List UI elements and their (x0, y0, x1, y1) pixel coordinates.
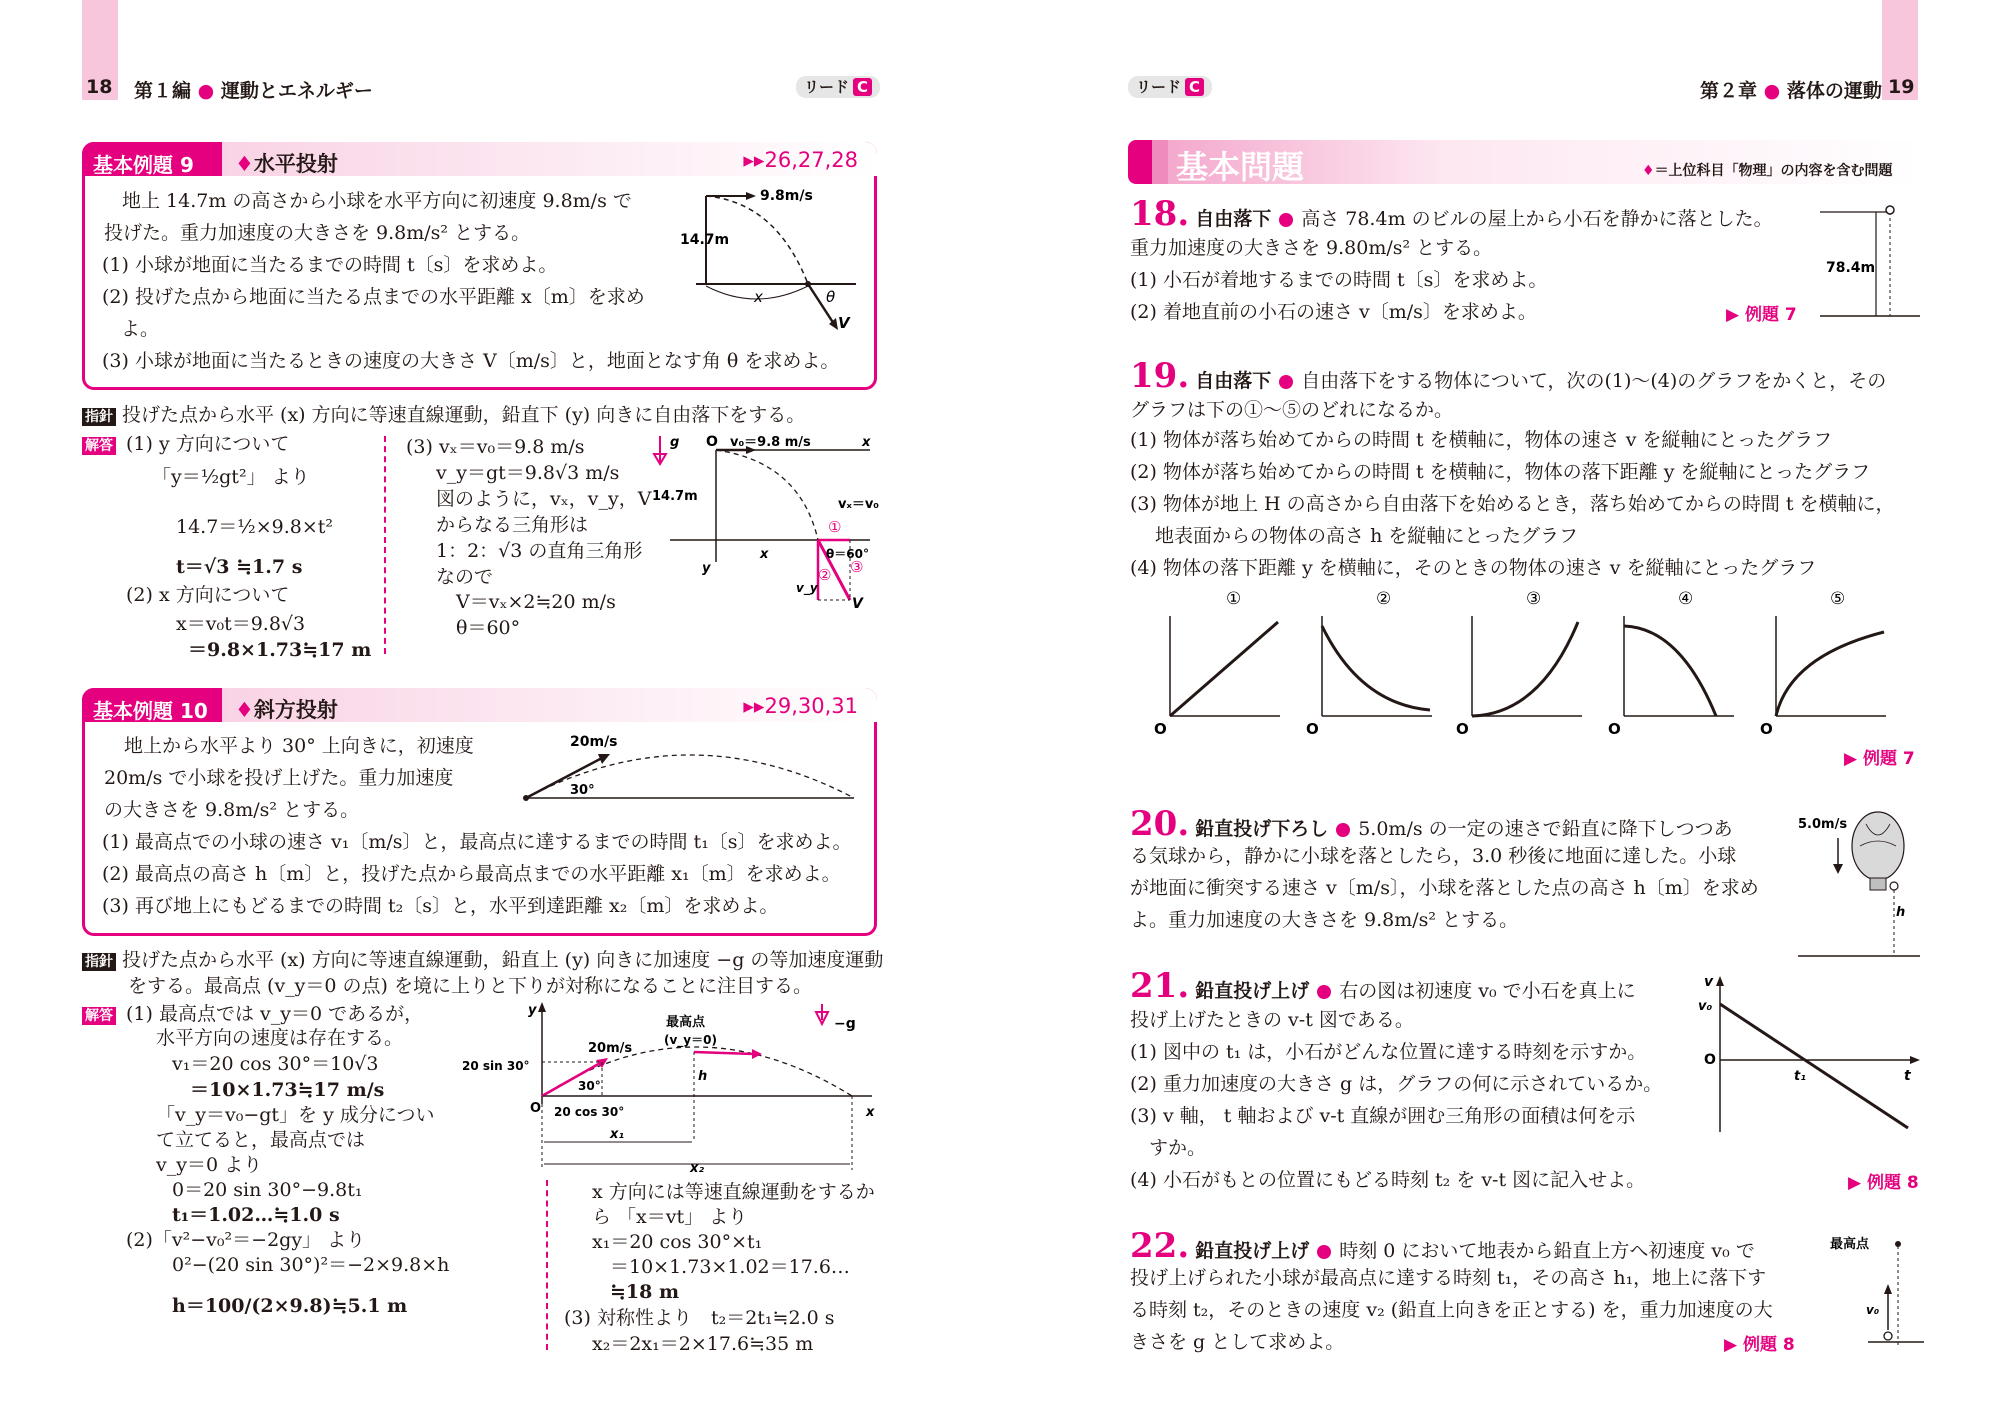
ex10-line-1: 地上から水平より 30° 上向きに，初速度 (124, 735, 474, 757)
q18-line-4: (2) 着地直前の小石の速さ v〔m/s〕を求めよ。 (1130, 301, 1537, 323)
ans10-fig-v: 20m/s (588, 1041, 633, 1056)
ans9-fig-vy: v_y (796, 581, 818, 595)
ans9-fig-y: y (702, 561, 711, 576)
q21-fig-v0: v₀ (1698, 999, 1713, 1014)
ans10-c1-7: 0＝20 sin 30°−9.8t₁ (172, 1179, 363, 1201)
ans9-c2-7: θ＝60° (456, 617, 521, 639)
ans10-fig-x: x (866, 1105, 875, 1120)
ex9-fig-theta: θ (826, 288, 836, 306)
ans10-c1-3: ＝10×1.73≒17 m/s (190, 1079, 385, 1101)
graph-2 (1306, 589, 1432, 738)
ans10-c2-0: x 方向には等速直線運動をするか (592, 1181, 875, 1203)
ans10-divider (546, 1180, 548, 1350)
ans10-fig-x2: x₂ (690, 1161, 705, 1176)
q21-line-6: すか。 (1130, 1137, 1207, 1159)
hint-10-line-2: をする。最高点 (v_y＝0 の点) を境に上りと下りが対称になることに注目する。 (128, 975, 813, 997)
ex9-line-2: 投げた。重力加速度の大きさを 9.8m/s² とする。 (104, 222, 531, 244)
ans10-fig-x1: x₁ (610, 1127, 625, 1142)
ex9-fig-x: x (754, 288, 763, 306)
ans10-c1-9: (2)「v²−v₀²＝−2gy」 より (126, 1229, 366, 1251)
q20-figure (1796, 806, 1920, 966)
q22-line-3: る時刻 t₂，そのときの速度 v₂ (鉛直上向きを正とする) を，重力加速度の大 (1130, 1299, 1773, 1321)
left-part-label: 第１編 ● 運動とエネルギー (134, 80, 373, 102)
ans10-c2-2: x₁＝20 cos 30°×t₁ (592, 1231, 763, 1253)
graph-5-origin: O (1760, 720, 1773, 738)
ans9-fig-c1: ① (828, 518, 842, 536)
graph-4-label: ④ (1678, 589, 1694, 609)
ans9-fig-theta: θ＝60° (826, 547, 869, 561)
ans10-fig-y: y (528, 1003, 537, 1018)
ans10-c2-4: ≒18 m (610, 1281, 680, 1303)
ex9-fig-v: 9.8m/s (760, 188, 813, 204)
ex9-line-3: (1) 小球が地面に当たるまでの時間 t〔s〕を求めよ。 (102, 254, 558, 276)
ans9-fig-vx: vₓ＝v₀ (838, 497, 880, 512)
ex9-fig-V: V (838, 314, 850, 332)
q21-fig-v: v (1704, 974, 1714, 990)
ans9-c1-4: (2) x 方向について (126, 584, 290, 606)
ex10-line-3: の大きさを 9.8m/s² とする。 (104, 799, 360, 821)
q21-line-2: 投げ上げたときの v-t 図である。 (1130, 1009, 1414, 1031)
q20-line-2: る気球から，静かに小球を落としたら，3.0 秒後に地面に達した。小球 (1130, 845, 1737, 867)
q18-fig-h: 78.4m (1826, 260, 1876, 276)
section-legend: ♦＝上位科目「物理」の内容を含む問題 (1642, 163, 1893, 179)
q21-line-3: (1) 図中の t₁ は，小石がどんな位置に達する時刻を示すか。 (1130, 1041, 1647, 1063)
q19-line-2: グラフは下の①～⑤のどれになるか。 (1130, 399, 1454, 421)
ans10-c2-1: ら 「x＝vt」 より (592, 1206, 748, 1228)
ans9-c2-0: (3) vₓ＝v₀＝9.8 m/s (406, 436, 585, 458)
ex10-figure (510, 732, 860, 802)
ans9-fig-V: V (852, 596, 863, 612)
q21-fig-t: t (1904, 1068, 1911, 1084)
ex9-line-4: (2) 投げた点から地面に当たる点までの水平距離 x〔m〕を求め (102, 286, 645, 308)
q22-figure (1828, 1230, 1924, 1350)
graph-4 (1608, 589, 1734, 738)
ans9-fig-c2: ② (818, 566, 832, 584)
q19-line-6: 地表面からの物体の高さ h を縦軸にとったグラフ (1130, 525, 1578, 547)
hint-9: 指針 投げた点から水平 (x) 方向に等速直線運動，鉛直下 (y) 向きに自由落下をする。 (82, 403, 805, 427)
q19-header: 19. 自由落下 自由落下をする物体について，次の(1)～(4)のグラフをかくと，その (1130, 356, 1887, 396)
q21-line-7: (4) 小石がもとの位置にもどる時刻 t₂ を v-t 図に記入せよ。 (1130, 1169, 1646, 1191)
ans9-figure (650, 432, 880, 612)
q19-line-5: (3) 物体が地上 H の高さから自由落下を始めるとき，落ち始めてからの時間 t を横軸に， (1130, 493, 1895, 515)
ex9-line-5: よ。 (102, 318, 160, 340)
ans10-c1-2: v₁＝20 cos 30°＝10√3 (172, 1053, 379, 1075)
ans9-c1-5: x＝v₀t＝9.8√3 (176, 613, 306, 635)
example-10-title: ♦斜方投射 (235, 698, 338, 722)
ans10-c2-5: (3) 対称性より t₂＝2t₁≒2.0 s (564, 1307, 835, 1329)
q18-line-3: (1) 小石が着地するまでの時間 t〔s〕を求めよ。 (1130, 269, 1548, 291)
ans10-c1-6: v_y＝0 より (156, 1154, 263, 1176)
example-10-label: 基本例題 10 (93, 699, 208, 723)
ans9-fig-O: O (706, 434, 718, 450)
ans9-c1-3: t＝√3 ≒1.7 s (176, 556, 303, 578)
example-9-label: 基本例題 9 (93, 153, 194, 177)
graph-1 (1154, 589, 1280, 738)
ans9-c1-0: (1) y 方向について (126, 433, 290, 455)
ans10-c1-10: 0²−(20 sin 30°)²＝−2×9.8×h (172, 1254, 450, 1276)
q18-header: 18. 自由落下 高さ 78.4m のビルの屋上から小石を静かに落とした。 (1130, 194, 1773, 234)
graph-3-label: ③ (1526, 589, 1542, 609)
q18-figure (1816, 200, 1924, 320)
q19-line-7: (4) 物体の落下距離 y を横軸に，そのときの物体の速さ v を縦軸にとったグラフ (1130, 557, 1817, 579)
ans9-c2-6: V＝vₓ×2≒20 m/s (456, 591, 616, 613)
ex10-line-5: (2) 最高点の高さ h〔m〕と，投げた点から最高点までの水平距離 x₁〔m〕を求めよ。 (102, 863, 841, 885)
q20-fig-v: 5.0m/s (1798, 817, 1848, 832)
graph-4-origin: O (1608, 720, 1621, 738)
q19-ref[interactable]: ▶ 例題 7 (1844, 749, 1915, 769)
q20-header: 20. 鉛直投げ下ろし 5.0m/s の一定の速さで鉛直に降下しつつあ (1130, 804, 1733, 844)
graph-2-origin: O (1306, 720, 1319, 738)
hint-10: 指針 投げた点から水平 (x) 方向に等速直線運動，鉛直上 (y) 向きに加速度 −g の等加速度運動 (82, 948, 883, 972)
right-chapter-label: 第２章 ● 落体の運動 (1700, 80, 1882, 102)
left-page-number: 18 (86, 76, 113, 98)
ans10-c1-5: て立てると，最高点では (156, 1129, 366, 1151)
ex10-fig-v: 20m/s (570, 734, 618, 750)
ans10-c2-6: x₂＝2x₁＝2×17.6≒35 m (592, 1333, 814, 1355)
q22-line-4: きさを g として求めよ。 (1130, 1331, 1345, 1353)
left-lead-badge: リード C (796, 76, 880, 98)
ans9-c1-6: ＝9.8×1.73≒17 m (188, 639, 372, 661)
ans10-fig-cos: 20 cos 30° (554, 1105, 625, 1119)
q20-line-4: よ。重力加速度の大きさを 9.8m/s² とする。 (1130, 909, 1519, 931)
q20-line-3: が地面に衝突する速さ v〔m/s〕，小球を落とした点の高さ h〔m〕を求め (1130, 877, 1759, 899)
ans10-fig-angle: 30° (578, 1079, 601, 1093)
ans10-fig-h: h (698, 1069, 708, 1084)
ans10-c1-4: 「v_y＝v₀−gt」を y 成分につい (156, 1104, 435, 1126)
q18-ref[interactable]: ▶ 例題 7 (1726, 305, 1797, 325)
graph-1-label: ① (1226, 589, 1242, 609)
q22-fig-top: 最高点 (1830, 1237, 1870, 1252)
right-lead-badge: リード C (1128, 76, 1212, 98)
ex9-fig-h: 14.7m (680, 232, 730, 248)
ans10-fig-top2: (v_y＝0) (664, 1033, 717, 1047)
q22-fig-v0: v₀ (1866, 1303, 1880, 1317)
graph-2-label: ② (1376, 589, 1392, 609)
graph-1-origin: O (1154, 720, 1167, 738)
ans10-figure (462, 1000, 882, 1180)
ans9-c2-5: なので (436, 566, 494, 588)
ans9-c1-2: 14.7＝½×9.8×t² (176, 516, 334, 538)
ans9-c1-1: 「y＝½gt²」 より (152, 466, 310, 488)
ans9-fig-v0: v₀＝9.8 m/s (730, 435, 811, 450)
ans9-c2-1: v_y＝gt＝9.8√3 m/s (436, 462, 620, 484)
ans10-fig-O: O (530, 1101, 542, 1116)
q21-line-5: (3) v 軸， t 軸および v-t 直線が囲む三角形の面積は何を示 (1130, 1105, 1636, 1127)
example-9-title: ♦水平投射 (235, 152, 338, 176)
answer-9-tag: 解答 (82, 432, 122, 456)
graph-3 (1456, 589, 1582, 738)
right-page-number: 19 (1888, 76, 1915, 98)
q21-vt-figure (1696, 972, 1920, 1136)
ex10-line-2: 20m/s で小球を投げ上げた。重力加速度 (104, 767, 454, 789)
ans9-fig-g: g (670, 435, 680, 450)
ans9-c2-4: 1：2：√3 の直角三角形 (436, 540, 643, 562)
q21-line-4: (2) 重力加速度の大きさ g は，グラフの何に示されているか。 (1130, 1073, 1663, 1095)
q19-graphs (1150, 586, 1920, 736)
q21-ref[interactable]: ▶ 例題 8 (1848, 1173, 1919, 1193)
ans10-c1-8: t₁＝1.02…≒1.0 s (172, 1204, 340, 1226)
q19-line-4: (2) 物体が落ち始めてからの時間 t を横軸に，物体の落下距離 y を縦軸にとったグラフ (1130, 461, 1871, 483)
ans10-fig-mg: −g (834, 1016, 856, 1032)
ans10-c2-3: ＝10×1.73×1.02＝17.6… (610, 1256, 850, 1278)
q20-fig-h: h (1896, 905, 1906, 920)
ans9-fig-c3: ③ (850, 558, 864, 576)
q21-header: 21. 鉛直投げ上げ 右の図は初速度 v₀ で小石を真上に (1130, 966, 1636, 1006)
ans9-divider (384, 436, 386, 654)
section-title: 基本問題 (1176, 148, 1305, 186)
ex9-line-6: (3) 小球が地面に当たるときの速度の大きさ V〔m/s〕と，地面となす角 θ を求めよ。 (102, 350, 840, 372)
ex10-line-6: (3) 再び地上にもどるまでの時間 t₂〔s〕と，水平到達距離 x₂〔m〕を求めよ。 (102, 895, 779, 917)
q22-header: 22. 鉛直投げ上げ 時刻 0 において地表から鉛直上方へ初速度 v₀ で (1130, 1226, 1755, 1266)
q19-line-3: (1) 物体が落ち始めてからの時間 t を横軸に，物体の速さ v を縦軸にとったグラフ (1130, 429, 1833, 451)
ans10-c1-0: (1) 最高点では v_y＝0 であるが， (126, 1003, 424, 1025)
graph-5 (1760, 589, 1886, 738)
q18-line-2: 重力加速度の大きさを 9.80m/s² とする。 (1130, 237, 1493, 259)
example-9-ref: ▸▸26,27,28 (743, 148, 858, 172)
example-10-ref: ▸▸29,30,31 (743, 694, 858, 718)
q21-fig-t1: t₁ (1794, 1069, 1806, 1084)
graph-3-origin: O (1456, 720, 1469, 738)
ex10-line-4: (1) 最高点での小球の速さ v₁〔m/s〕と，最高点に達するまでの時間 t₁〔s〕を求めよ。 (102, 831, 852, 853)
ans9-fig-h: 14.7m (652, 489, 698, 504)
ans10-fig-sin: 20 sin 30° (462, 1059, 530, 1073)
ans10-c1-1: 水平方向の速度は存在する。 (156, 1027, 404, 1049)
ans9-fig-x: x (862, 435, 871, 450)
ex10-fig-angle: 30° (570, 783, 595, 798)
q22-ref[interactable]: ▶ 例題 8 (1724, 1335, 1795, 1355)
ans9-fig-xd: x (760, 547, 769, 562)
q22-line-2: 投げ上げられた小球が最高点に達する時刻 t₁，その高さ h₁，地上に落下す (1130, 1267, 1767, 1289)
answer-10-tag: 解答 (82, 1002, 122, 1026)
ans10-fig-top: 最高点 (666, 1015, 706, 1030)
ans10-c1-11: h＝100/(2×9.8)≒5.1 m (172, 1295, 408, 1317)
ans9-c2-2: 図のように，vₓ，v_y，V (436, 488, 652, 510)
ans9-c2-3: からなる三角形は (436, 514, 589, 536)
graph-5-label: ⑤ (1830, 589, 1846, 609)
q21-fig-O: O (1704, 1052, 1716, 1068)
ex9-line-1: 地上 14.7m の高さから小球を水平方向に初速度 9.8m/s で (122, 190, 632, 212)
ex9-projectile-figure (680, 184, 866, 334)
